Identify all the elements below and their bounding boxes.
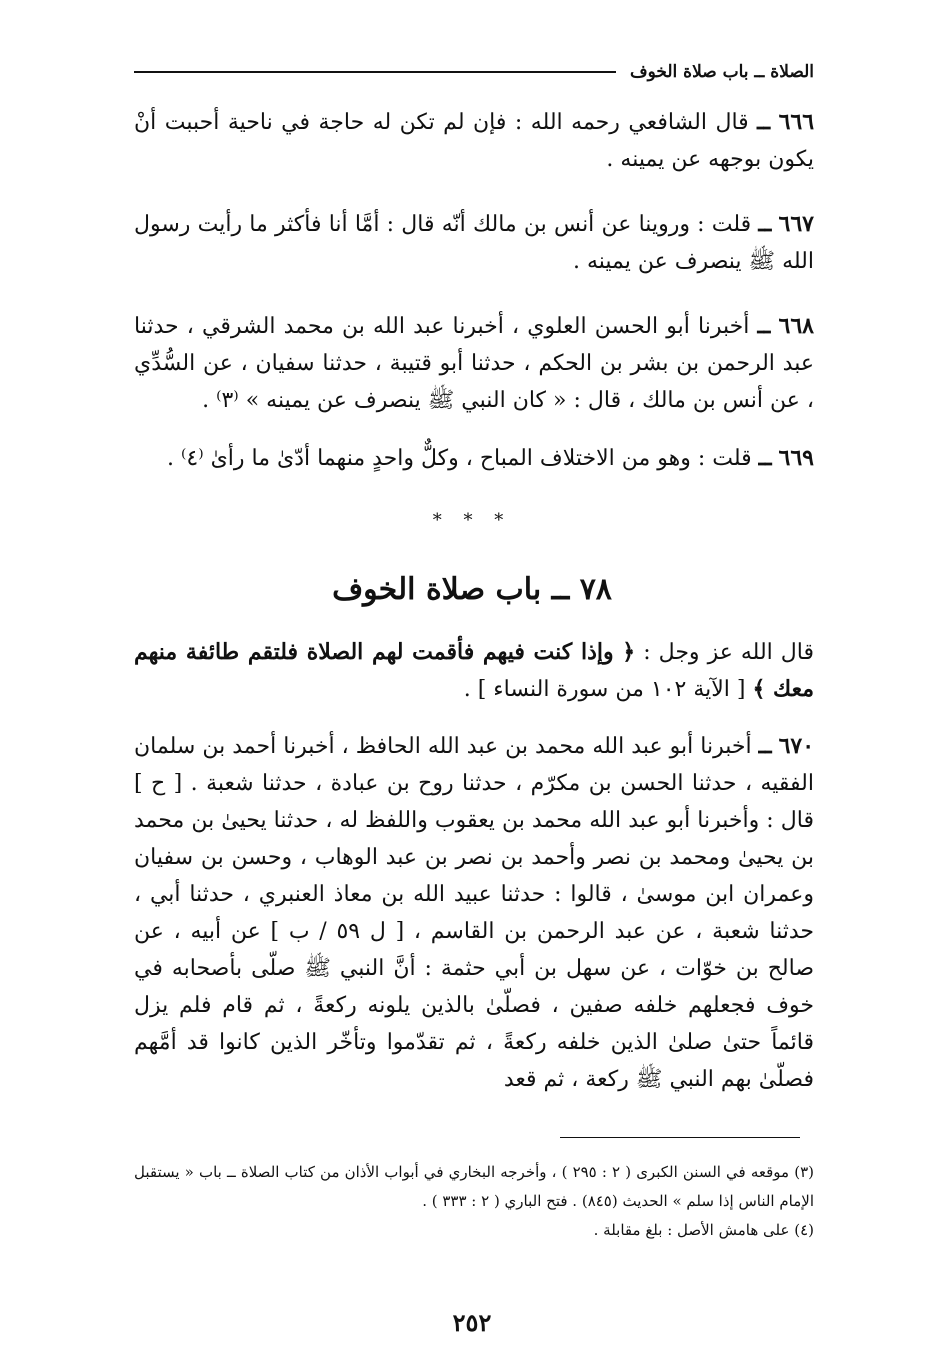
footnote-divider [560,1137,800,1138]
paragraph-number: ٦٦٦ [778,109,815,135]
paragraph-666: ٦٦٦ ــ قال الشافعي رحمه الله : فإن لم تكن له حاجة في ناحية أحببت أنْ يكون بوجهه عن يمينه . [134,109,815,172]
running-header-title: الصلاة ــ باب صلاة الخوف [629,62,814,82]
paragraph-number: ٦٦٩ [778,445,814,471]
footnote-4: (٤) على هامش الأصل : بلغ مقابلة . [593,1221,814,1239]
paragraph-669: ٦٦٩ ــ قلت : وهو من الاختلاف المباح ، وكلٌّ واحدٍ منهما أدّىٰ ما رأىٰ ⁽٤⁾ . [166,445,814,471]
running-header [134,58,814,86]
footnote-3: (٣) موقعه في السنن الكبرى ( ٢ : ٢٩٥ ) ، وأخرجه البخاري في أبواب الأذان من كتاب الصلاة ــ باب « يستقبل الإمام الناس إذا سلم » الحديث (٨٤٥) . فتح الباري ( ٢ : ٣٣٣ ) . [134,1163,814,1210]
paragraph-text: قلت : وروينا عن أنس بن مالك أنّه قال : أمَّا أنا فأكثر ما رأيت رسول الله ﷺ ينصرف عن يمينه . [134,212,814,274]
header-rule [134,71,616,73]
paragraph-text: قال الشافعي رحمه الله : فإن لم تكن له حاجة في ناحية أحببت أنْ يكون بوجهه عن يمينه . [134,110,814,172]
paragraph-670: ٦٧٠ ــ أخبرنا أبو عبد الله محمد بن عبد الله الحافظ ، أخبرنا أحمد بن سلمان الفقيه ، حدثنا الحسن بن مكرّم ، حدثنا روح بن عبادة ، حدثنا شعبة . [ ح ] قال : وأخبرنا أبو عبد الله محمد بن يعقوب واللفظ له ، حدثنا يحيىٰ بن محمد بن يحيىٰ ومحمد بن نصر وأحمد بن نصر بن عبد الوهاب ، وحسن بن سفيان وعمران ابن موسىٰ ، قالوا : حدثنا عبيد الله بن معاذ العنبري ، حدثنا أبي ، حدثنا شعبة ، عن عبد الرحمن بن القاسم ، [ ل ٥٩ / ب ] عن أبيه ، عن صالح بن خوّات ، عن سهل بن أبي حثمة : أنَّ النبي ﷺ صلّى بأصحابه في خوف فجعلهم خلفه صفين ، فصلّىٰ بالذين يلونه ركعةً ، ثم قام فلم يزل قائماً حتىٰ صلىٰ الذين خلفه ركعةً ، ثم تقدّموا وتأخّر الذين كانوا قد أمَّهم فصلّىٰ بهم النبي ﷺ ركعة ، ثم قعد [134,733,815,1092]
paragraph-number: ٦٧٠ [778,733,815,759]
footnotes [134,1158,814,1245]
section-separator: * * * [432,510,512,531]
paragraph-668: ٦٦٨ ــ أخبرنا أبو الحسن العلوي ، أخبرنا عبد الله بن محمد الشرقي ، حدثنا عبد الرحمن بن بشر بن الحكم ، حدثنا أبو قتيبة ، حدثنا سفيان ، عن السُّدِّي ، عن أنس بن مالك ، قال : « كان النبي ﷺ ينصرف عن يمينه » ⁽٣⁾ . [134,313,814,413]
page-number: ٢٥٢ [452,1308,492,1337]
paragraph-667: ٦٦٧ ــ قلت : وروينا عن أنس بن مالك أنّه قال : أمَّا أنا فأكثر ما رأيت رسول الله ﷺ ينصرف عن يمينه . [134,211,814,274]
chapter-intro [134,634,814,708]
chapter-title: ٧٨ ــ باب صلاة الخوف [332,572,612,607]
intro-prefix: قال الله عز وجل : [643,640,814,665]
verse-reference: [ الآية ١٠٢ من سورة النساء ] . [463,677,746,702]
paragraph-number: ٦٦٧ [778,211,814,237]
paragraph-text: أخبرنا أبو الحسن العلوي ، أخبرنا عبد الله بن محمد الشرقي ، حدثنا عبد الرحمن بن بشر بن الحكم ، حدثنا أبو قتيبة ، حدثنا سفيان ، عن السُّدِّي ، عن أنس بن مالك ، قال : « كان النبي ﷺ ينصرف عن يمينه » ⁽٣⁾ . [134,314,814,413]
quran-verse: ﴿ وإذا كنت فيهم فأقمت لهم الصلاة فلتقم طائفة منهم معك ﴾ [134,639,814,702]
paragraph-text: أخبرنا أبو عبد الله محمد بن عبد الله الحافظ ، أخبرنا أحمد بن سلمان الفقيه ، حدثنا الحسن بن مكرّم ، حدثنا روح بن عبادة ، حدثنا شعبة . [ ح ] قال : وأخبرنا أبو عبد الله محمد بن يعقوب واللفظ له ، حدثنا يحيىٰ بن محمد بن يحيىٰ ومحمد بن نصر وأحمد بن نصر بن عبد الوهاب ، وحسن بن سفيان وعمران ابن موسىٰ ، قالوا : حدثنا عبيد الله بن معاذ العنبري ، حدثنا أبي ، حدثنا شعبة ، عن عبد الرحمن بن القاسم ، [ ل ٥٩ / ب ] عن أبيه ، عن صالح بن خوّات ، عن سهل بن أبي حثمة : أنَّ النبي ﷺ صلّى بأصحابه في خوف فجعلهم خلفه صفين ، فصلّىٰ بالذين يلونه ركعةً ، ثم قام فلم يزل قائماً حتىٰ صلىٰ الذين خلفه ركعةً ، ثم تقدّموا وتأخّر الذين كانوا قد أمَّهم فصلّىٰ بهم النبي ﷺ ركعة ، ثم قعد [134,734,814,1092]
paragraph-text: قلت : وهو من الاختلاف المباح ، وكلٌّ واحدٍ منهما أدّىٰ ما رأىٰ ⁽٤⁾ . [166,446,752,471]
paragraph-number: ٦٦٨ [778,313,814,339]
